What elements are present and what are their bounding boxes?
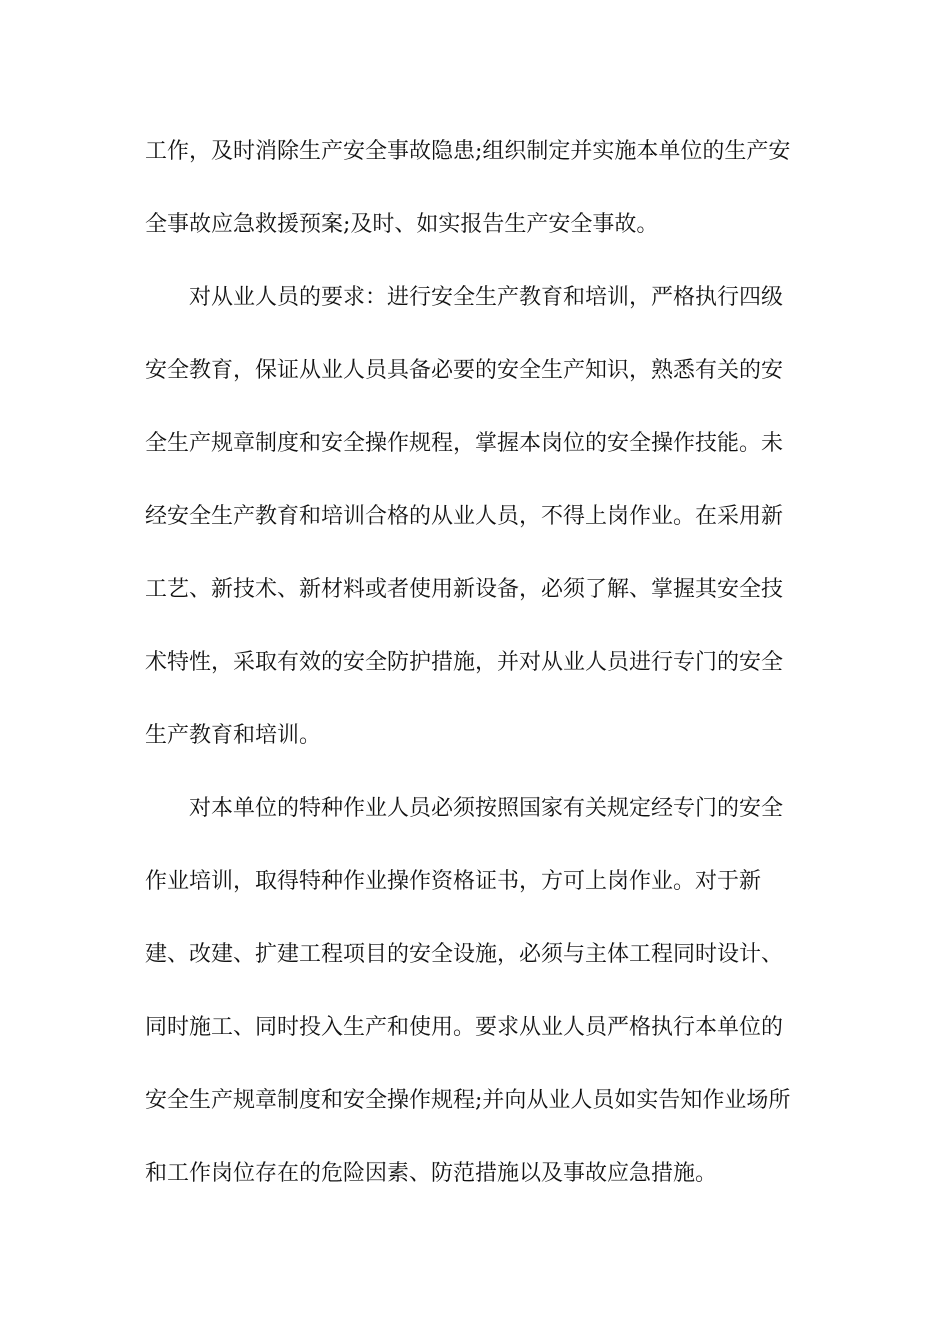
text-line: 对本单位的特种作业人员必须按照国家有关规定经专门的安全 <box>189 796 784 821</box>
text-line: 同时施工、同时投入生产和使用。要求从业人员严格执行本单位的 <box>145 1015 784 1040</box>
text-line: 经安全生产教育和培训合格的从业人员，不得上岗作业。在采用新 <box>145 504 784 529</box>
text-line: 工作，及时消除生产安全事故隐患;组织制定并实施本单位的生产安 <box>145 139 791 164</box>
text-line: 安全生产规章制度和安全操作规程;并向从业人员如实告知作业场所 <box>145 1088 791 1113</box>
text-line: 和工作岗位存在的危险因素、防范措施以及事故应急措施。 <box>145 1161 718 1186</box>
text-line: 建、改建、扩建工程项目的安全设施，必须与主体工程同时设计、 <box>145 942 784 967</box>
text-line: 生产教育和培训。 <box>145 723 322 748</box>
text-line: 全事故应急救援预案;及时、如实报告生产安全事故。 <box>145 212 659 237</box>
text-line: 工艺、新技术、新材料或者使用新设备，必须了解、掌握其安全技 <box>145 577 784 602</box>
text-line: 全生产规章制度和安全操作规程，掌握本岗位的安全操作技能。未 <box>145 431 784 456</box>
text-line: 术特性，采取有效的安全防护措施，并对从业人员进行专门的安全 <box>145 650 784 675</box>
text-line: 对从业人员的要求：进行安全生产教育和培训，严格执行四级 <box>189 285 784 310</box>
document-body <box>145 126 810 1221</box>
text-line: 作业培训，取得特种作业操作资格证书，方可上岗作业。对于新 <box>145 869 762 894</box>
text-line: 安全教育，保证从业人员具备必要的安全生产知识，熟悉有关的安 <box>145 358 784 383</box>
